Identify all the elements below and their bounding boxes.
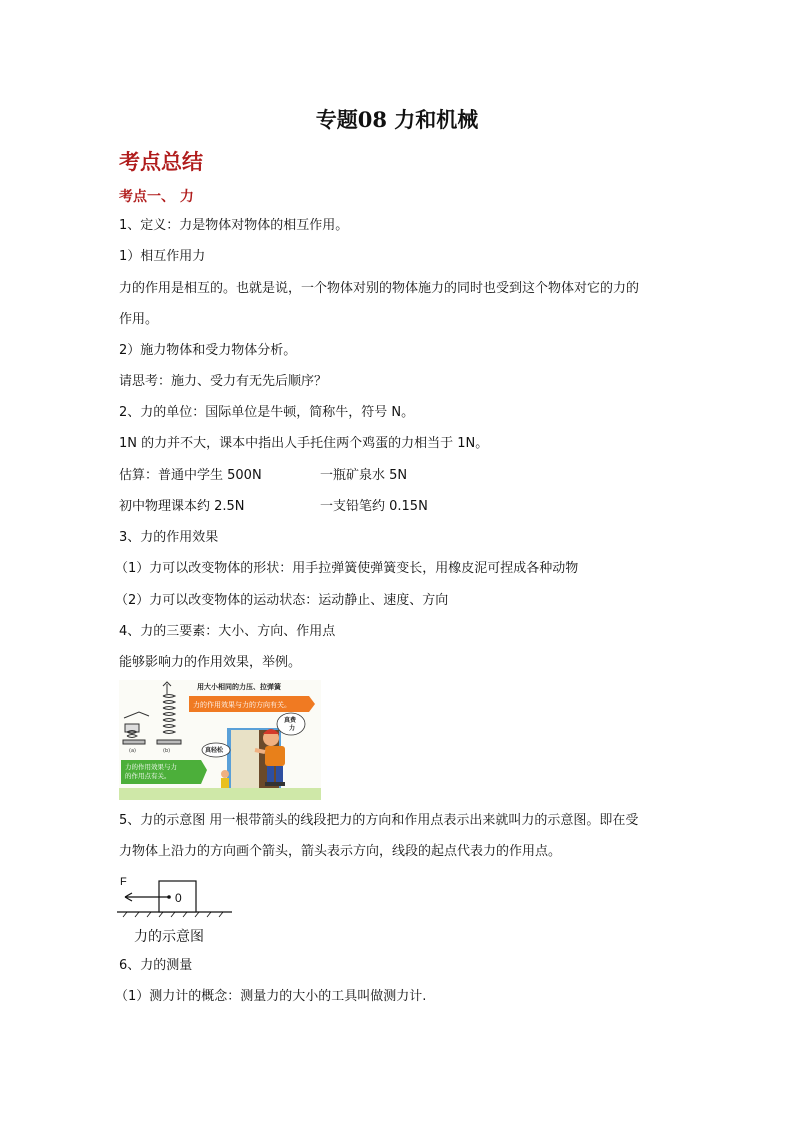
- green-note-text: 力的作用效果与力 的作用点有关。: [125, 763, 177, 780]
- text-line: （2）力可以改变物体的运动状态：运动静止、速度、方向: [115, 593, 449, 608]
- text-line: 作用。: [119, 312, 159, 327]
- force-effect-illustration: [119, 680, 321, 800]
- text-line: 能够影响力的作用效果，举例。: [119, 655, 302, 670]
- diagram-caption: 力的示意图: [134, 929, 204, 945]
- illustration-caption: 用大小相同的力压、拉弹簧: [197, 683, 281, 691]
- text-line: 1、定义：力是物体对物体的相互作用。: [119, 218, 349, 233]
- text-line: （1）测力计的概念：测量力的大小的工具叫做测力计.: [115, 989, 427, 1004]
- text-line: （1）力可以改变物体的形状：用手拉弹簧使弹簧变长，用橡皮泥可捏成各种动物: [115, 561, 579, 576]
- text-line: 2）施力物体和受力物体分析。: [119, 343, 297, 358]
- text-line: 一支铅笔约 0.15N: [320, 499, 428, 514]
- text-line: 力的作用是相互的。也就是说，一个物体对别的物体施力的同时也受到这个物体对它的力的: [119, 281, 640, 296]
- section-heading: 考点总结: [119, 149, 203, 174]
- text-line: 3、力的作用效果: [119, 530, 219, 545]
- application-point: [167, 895, 171, 899]
- point-label: 0: [175, 891, 182, 905]
- text-line: 估算：普通中学生 500N: [119, 468, 262, 483]
- ground-hatching: [123, 912, 223, 917]
- fig-a-label: (a): [129, 748, 136, 754]
- text-line: 初中物理课本约 2.5N: [119, 499, 245, 514]
- fig-b-label: (b): [163, 748, 171, 754]
- text-line: 请思考：施力、受力有无先后顺序？: [119, 374, 328, 389]
- text-line: 一瓶矿泉水 5N: [320, 468, 408, 483]
- text-line: 5、力的示意图 用一根带箭头的线段把力的方向和作用点表示出来就叫力的示意图。即在受: [119, 813, 639, 828]
- text-line: 力物体上沿力的方向画个箭头，箭头表示方向，线段的起点代表力的作用点。: [119, 844, 562, 859]
- force-diagram: [117, 873, 237, 948]
- text-line: 6、力的测量: [119, 958, 193, 973]
- text-line: 1N 的力并不大，课本中指出人手托住两个鸡蛋的力相当于 1N。: [119, 436, 489, 451]
- subsection-heading: 考点一、 力: [119, 189, 194, 205]
- bubble-hard-text-1: 真费: [284, 717, 297, 724]
- text-line: 4、力的三要素：大小、方向、作用点: [119, 624, 336, 639]
- force-label: F: [120, 876, 127, 888]
- text-line: 1）相互作用力: [119, 249, 206, 264]
- bubble-hard-text-2: 力: [289, 725, 296, 732]
- text-line: 2、力的单位：国际单位是牛顿，简称牛，符号 N。: [119, 405, 415, 420]
- bubble-easy-text: 真轻松: [205, 747, 224, 754]
- orange-note-text: 力的作用效果与力的方向有关。: [193, 701, 291, 709]
- page-title: 专题08 力和机械: [315, 107, 479, 132]
